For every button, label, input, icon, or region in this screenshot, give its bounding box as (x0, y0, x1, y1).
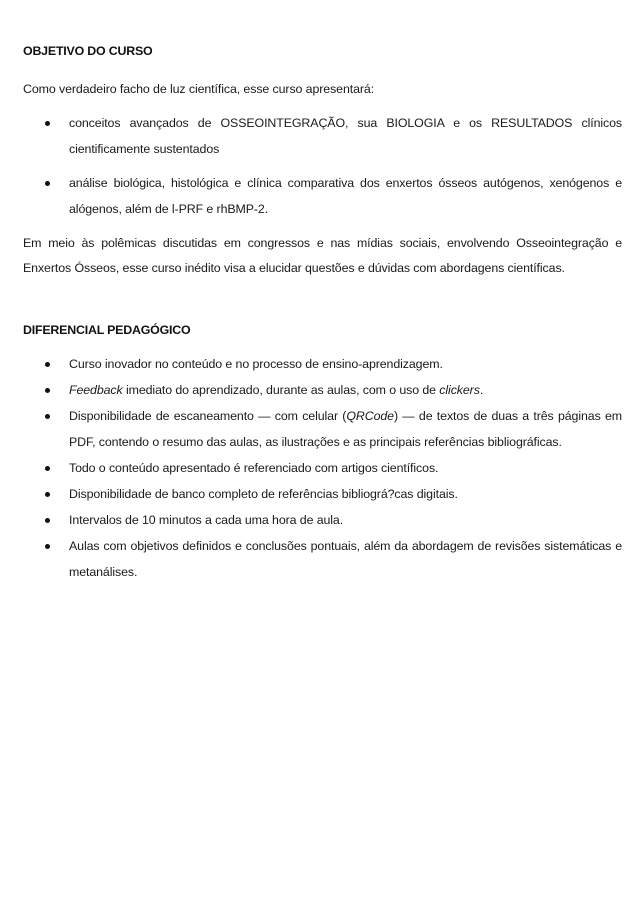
bullet-icon (45, 388, 50, 393)
emphasis-text: Feedback (69, 383, 123, 397)
list-item-text: conceitos avançados de OSSEOINTEGRAÇÃO, sua BIOLOGIA e os RESULTADOS clínicos cientificamente sustentados (69, 116, 622, 156)
bullet-icon (45, 181, 50, 186)
list-item (23, 351, 622, 377)
closing-paragraph: Em meio às polêmicas discutidas em congressos e nas mídias sociais, envolvendo Osseointegração e Enxertos Ósseos, esse curso inédito visa a elucidar questões e dúvidas com abordagens científicas. (23, 236, 622, 275)
bullet-icon (45, 518, 50, 523)
emphasis-text: QRCode (346, 409, 394, 423)
bullet-icon (45, 492, 50, 497)
bullet-icon (45, 544, 50, 549)
list-item-text: análise biológica, histológica e clínica comparativa dos enxertos ósseos autógenos, xenógenos e alógenos, além de l-PRF e rhBMP-2. (69, 176, 622, 216)
bullet-icon (45, 121, 50, 126)
section-heading-objetivo: OBJETIVO DO CURSO (23, 44, 153, 58)
intro-paragraph: Como verdadeiro facho de luz científica, esse curso apresentará: (23, 82, 375, 96)
list-item (23, 533, 622, 585)
diferencial-list (23, 351, 622, 585)
document-page (23, 42, 622, 585)
list-item-text: imediato do aprendizado, durante as aulas, com o uso de (122, 383, 440, 397)
list-item-text: Intervalos de 10 minutos a cada uma hora de aula. (69, 513, 344, 527)
list-item (23, 403, 622, 455)
objetivo-list (23, 110, 622, 222)
section-heading-diferencial: DIFERENCIAL PEDAGÓGICO (23, 323, 191, 337)
list-item (23, 481, 622, 507)
emphasis-text: clickers (439, 383, 480, 397)
bullet-icon (45, 414, 50, 419)
list-item (23, 110, 622, 162)
list-item-text: Todo o conteúdo apresentado é referenciado com artigos científicos. (69, 461, 439, 475)
list-item-text: Aulas com objetivos definidos e conclusões pontuais, além da abordagem de revisões sistemáticas e metanálises. (69, 539, 622, 579)
list-item (23, 170, 622, 222)
bullet-icon (45, 362, 50, 367)
list-item-text: Curso inovador no conteúdo e no processo de ensino-aprendizagem. (69, 357, 443, 371)
list-item-text: . (479, 383, 484, 397)
list-item (23, 507, 622, 533)
bullet-icon (45, 466, 50, 471)
list-item (23, 377, 622, 403)
list-item (23, 455, 622, 481)
list-item-text: Disponibilidade de banco completo de referências bibliográ?cas digitais. (69, 487, 458, 501)
list-item-text: Disponibilidade de escaneamento — com celular ( (69, 409, 347, 423)
list-item-text: ) — de textos de duas a três páginas em PDF, contendo o resumo das aulas, as ilustrações e as principais referências bibliográficas. (69, 409, 622, 449)
